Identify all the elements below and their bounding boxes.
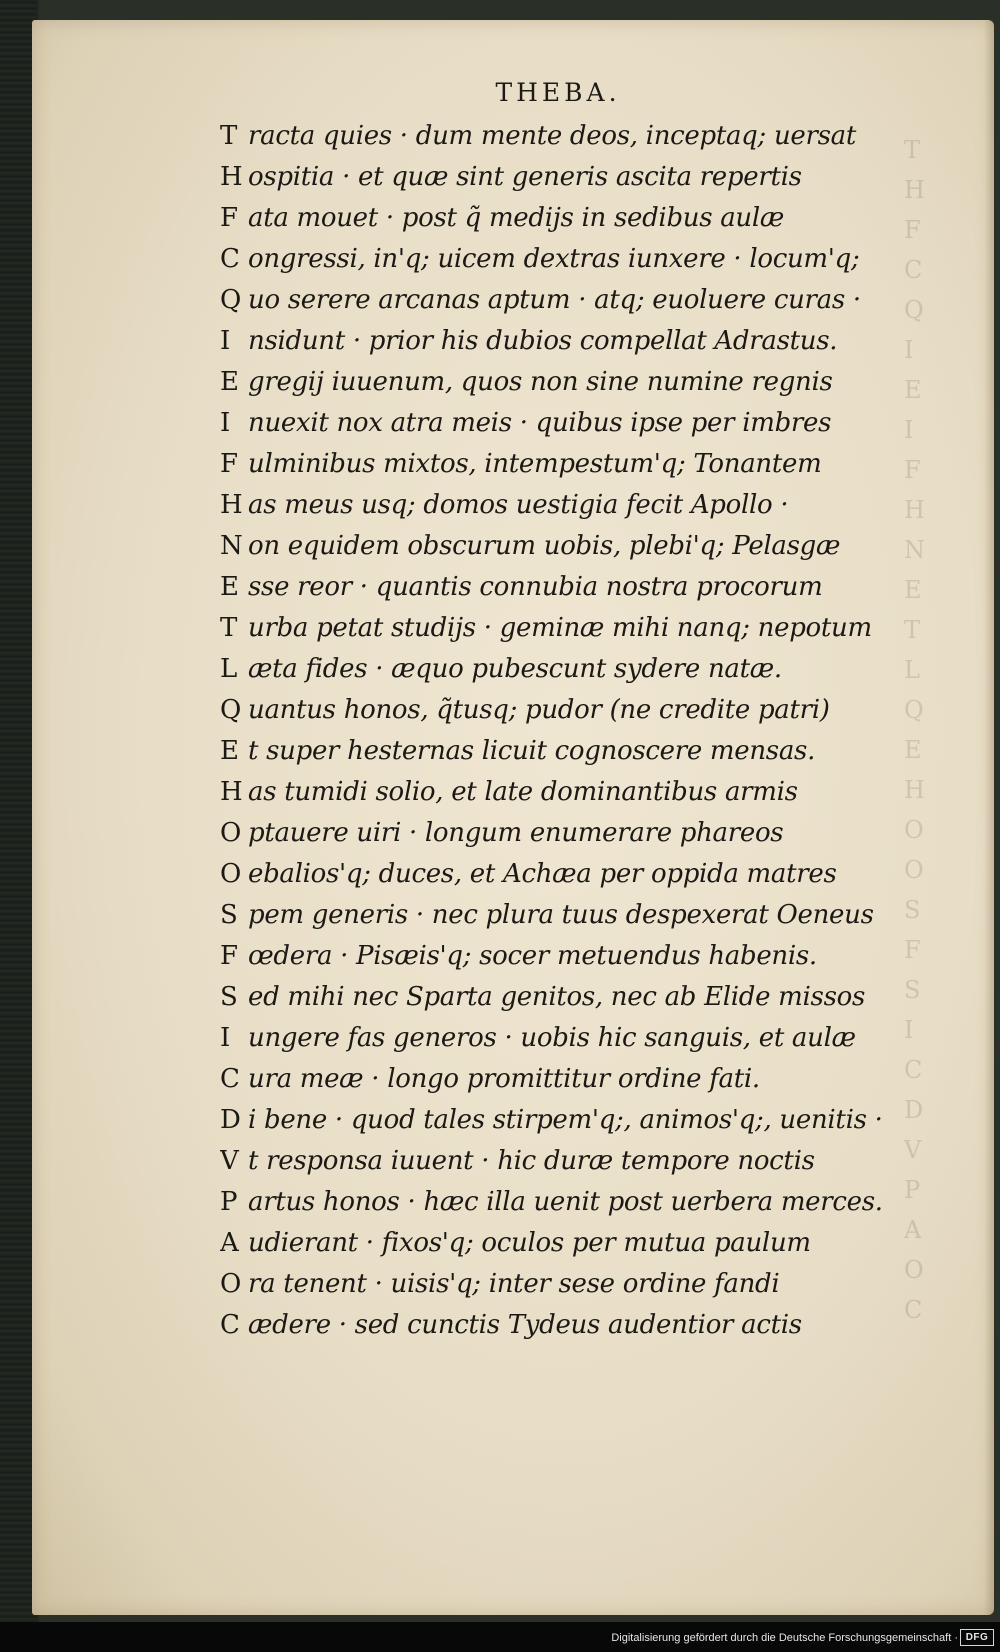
verse-line	[220, 362, 940, 403]
verse-text: œdera · Pisæis'q; socer metuendus habenis.	[248, 941, 817, 971]
verse-text: urba petat studijs · geminæ mihi nanq; nepotum	[248, 613, 872, 643]
binding-spine	[0, 0, 36, 1652]
verse-initial: P	[220, 1187, 238, 1217]
verse-line	[220, 116, 940, 157]
verse-initial: L	[220, 654, 238, 684]
verse-text: t responsa iuuent · hic duræ tempore noctis	[248, 1146, 815, 1176]
verse-text: nuexit nox atra meis · quibus ipse per imbres	[248, 408, 832, 438]
bleed-through-initial: O	[904, 1256, 924, 1284]
bleed-through-initial: O	[904, 856, 924, 884]
verse-line	[220, 731, 940, 772]
verse-text: t super hesternas licuit cognoscere mensas.	[248, 736, 816, 766]
verse-line	[220, 444, 940, 485]
verse-initial: C	[220, 1064, 240, 1094]
verse-text: ed mihi nec Sparta genitos, nec ab Elide missos	[248, 982, 866, 1012]
verse-text: artus honos · hæc illa uenit post uerbera merces.	[248, 1187, 883, 1217]
verse-initial: Q	[220, 695, 242, 725]
book-page	[32, 20, 994, 1615]
verse-text: ptauere uiri · longum enumerare phareos	[248, 818, 784, 848]
bleed-through-initial: N	[904, 536, 925, 564]
verse-initial: N	[220, 531, 243, 561]
verse-text: pem generis · nec plura tuus despexerat Oeneus	[248, 900, 874, 930]
bleed-through-initial: C	[904, 1056, 923, 1084]
bleed-through-initial: D	[904, 1096, 924, 1124]
bleed-through-initial: E	[904, 576, 922, 604]
verse-text: as tumidi solio, et late dominantibus armis	[248, 777, 798, 807]
verse-line	[220, 403, 940, 444]
verse-text: ongressi, in'q; uicem dextras iunxere · locum'q;	[248, 244, 860, 274]
page-edge-shadow	[984, 20, 994, 1615]
bleed-through-initial: F	[904, 216, 921, 244]
verse-text: uantus honos, q̃tusq; pudor (ne credite patri)	[248, 695, 830, 725]
verse-line	[220, 1223, 940, 1264]
bleed-through-initial: A	[904, 1216, 922, 1244]
verse-initial: A	[220, 1228, 239, 1258]
verse-text: ospitia · et quæ sint generis ascita repertis	[248, 162, 802, 192]
bleed-through-initial: H	[904, 496, 925, 524]
verse-initial: T	[220, 613, 238, 643]
bleed-through-text	[904, 130, 984, 1330]
bleed-through-initial: P	[904, 1176, 921, 1204]
verse-line	[220, 321, 940, 362]
verse-text: nsidunt · prior his dubios compellat Adrastus.	[248, 326, 838, 356]
verse-line	[220, 1100, 940, 1141]
verse-text: ungere fas generos · uobis hic sanguis, et aulæ	[248, 1023, 856, 1053]
bleed-through-initial: E	[904, 736, 922, 764]
verse-line	[220, 854, 940, 895]
verse-line	[220, 977, 940, 1018]
verse-initial: E	[220, 367, 239, 397]
verse-initial: E	[220, 736, 239, 766]
bleed-through-initial: E	[904, 376, 922, 404]
verse-line	[220, 198, 940, 239]
verse-line	[220, 772, 940, 813]
verse-line	[220, 690, 940, 731]
verse-initial: I	[220, 326, 231, 356]
bleed-through-initial: H	[904, 776, 925, 804]
verse-text: as meus usq; domos uestigia fecit Apollo ·	[248, 490, 789, 520]
verse-initial: S	[220, 982, 238, 1012]
verse-line	[220, 895, 940, 936]
bleed-through-initial: C	[904, 1296, 923, 1324]
verse-text: gregij iuuenum, quos non sine numine regnis	[248, 367, 833, 397]
verse-text: ra tenent · uisis'q; inter sese ordine fandi	[248, 1269, 780, 1299]
verse-text: æta fides · æquo pubescunt sydere natæ.	[248, 654, 782, 684]
verse-initial: O	[220, 818, 242, 848]
verse-text: udierant · fixos'q; oculos per mutua paulum	[248, 1228, 811, 1258]
verse-line	[220, 1018, 940, 1059]
verse-text: on equidem obscurum uobis, plebi'q; Pelasgæ	[248, 531, 841, 561]
bleed-through-initial: S	[904, 896, 921, 924]
verse-initial: O	[220, 859, 242, 889]
verse-line	[220, 280, 940, 321]
verse-initial: F	[220, 203, 239, 233]
bleed-through-initial: L	[904, 656, 920, 684]
verse-line	[220, 1141, 940, 1182]
verse-text: ura meæ · longo promittitur ordine fati.	[248, 1064, 760, 1094]
verse-line	[220, 157, 940, 198]
footer-bar	[0, 1622, 1000, 1652]
verse-text: ulminibus mixtos, intempestum'q; Tonantem	[248, 449, 822, 479]
verse-line	[220, 1182, 940, 1223]
verse-initial: I	[220, 1023, 231, 1053]
verse-line	[220, 608, 940, 649]
verse-line	[220, 567, 940, 608]
verse-initial: H	[220, 490, 243, 520]
bleed-through-initial: H	[904, 176, 925, 204]
verse-text: racta quies · dum mente deos, inceptaq; uersat	[248, 121, 857, 151]
verse-initial: T	[220, 121, 238, 151]
bleed-through-initial: V	[904, 1136, 922, 1164]
bleed-through-initial: T	[904, 136, 921, 164]
bleed-through-initial: F	[904, 456, 921, 484]
bleed-through-initial: Q	[904, 696, 924, 724]
verse-text: sse reor · quantis connubia nostra procorum	[248, 572, 823, 602]
verse-list	[220, 116, 940, 1346]
bleed-through-initial: O	[904, 816, 924, 844]
verse-line	[220, 649, 940, 690]
verse-line	[220, 1264, 940, 1305]
bleed-through-initial: S	[904, 976, 921, 1004]
verse-initial: Q	[220, 285, 242, 315]
bleed-through-initial: Q	[904, 296, 924, 324]
verse-text: ebalios'q; duces, et Achæa per oppida matres	[248, 859, 837, 889]
verse-text: i bene · quod tales stirpem'q;, animos'q;, uenitis ·	[248, 1105, 883, 1135]
verse-initial: O	[220, 1269, 242, 1299]
verse-initial: C	[220, 1310, 240, 1340]
dfg-logo: DFG	[960, 1629, 994, 1646]
verse-initial: I	[220, 408, 231, 438]
verse-line	[220, 526, 940, 567]
running-head: THEBA.	[495, 78, 621, 107]
verse-initial: F	[220, 449, 239, 479]
verse-initial: D	[220, 1105, 241, 1135]
verse-line	[220, 936, 940, 977]
verse-line	[220, 239, 940, 280]
verse-text: uo serere arcanas aptum · atq; euoluere curas ·	[248, 285, 861, 315]
verse-initial: V	[220, 1146, 239, 1176]
bleed-through-initial: I	[904, 1016, 914, 1044]
verse-initial: C	[220, 244, 240, 274]
verse-initial: S	[220, 900, 238, 930]
verse-line	[220, 1059, 940, 1100]
bleed-through-initial: I	[904, 416, 914, 444]
bleed-through-initial: I	[904, 336, 914, 364]
verse-initial: E	[220, 572, 239, 602]
verse-initial: F	[220, 941, 239, 971]
verse-initial: H	[220, 777, 243, 807]
verse-line	[220, 1305, 940, 1346]
bleed-through-initial: C	[904, 256, 923, 284]
bleed-through-initial: F	[904, 936, 921, 964]
verse-line	[220, 813, 940, 854]
funding-credit: Digitalisierung gefördert durch die Deutsche Forschungsgemeinschaft ·	[611, 1632, 958, 1644]
verse-line	[220, 485, 940, 526]
verse-text: ædere · sed cunctis Tydeus audentior actis	[248, 1310, 802, 1340]
bleed-through-initial: T	[904, 616, 921, 644]
verse-initial: H	[220, 162, 243, 192]
verse-text: ata mouet · post q̃ medijs in sedibus aulæ	[248, 203, 785, 233]
